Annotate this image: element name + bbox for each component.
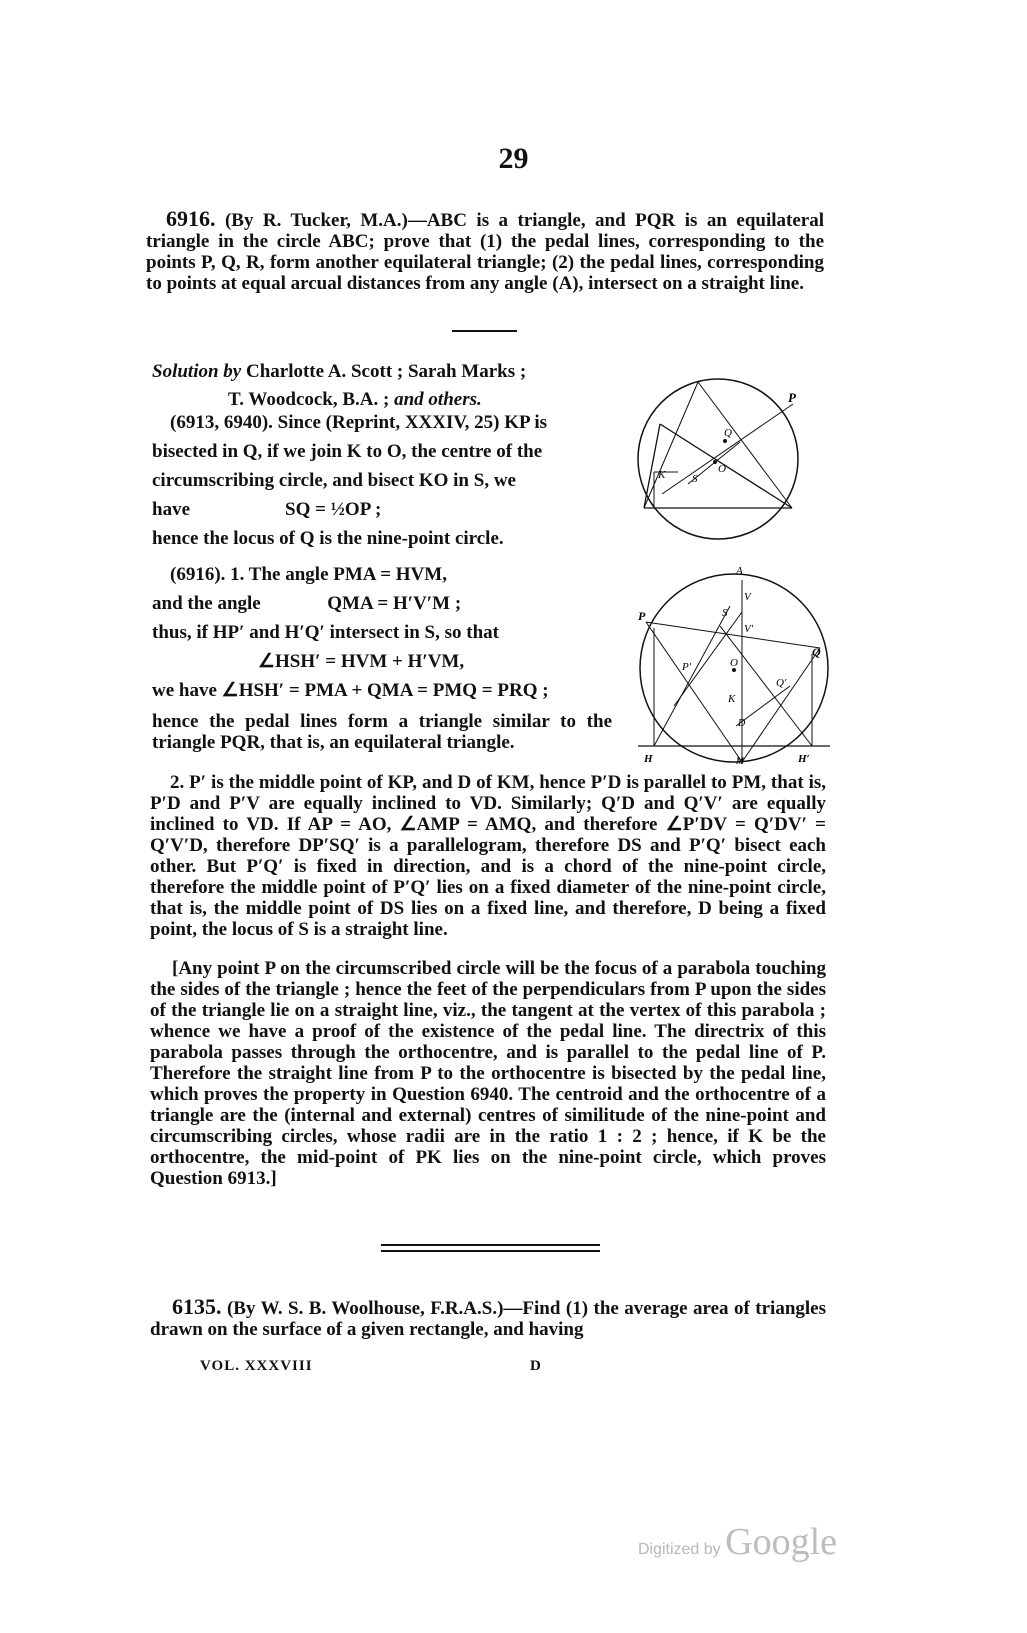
text-line: hence the locus of Q is the nine-point circle.	[152, 528, 504, 549]
figure2-label-q: Q	[812, 645, 821, 659]
question-text: (By W. S. B. Woolhouse, F.R.A.S.)—Find (1) the average area of triangles drawn on the surface of a given rectangle, and having	[150, 1298, 826, 1340]
solution-heading	[152, 358, 642, 414]
question-6135	[150, 1296, 826, 1340]
question-number: 6135.	[172, 1294, 222, 1319]
solution-names-2: T. Woodcock, B.A. ;	[228, 389, 390, 410]
part-2: 2. P′ is the middle point of KP, and D of KM, hence P′D is parallel to PM, that is, P′D and P′V are equally inclined to VD. Similarly; Q′D and Q′V′ are equally inclined to VD. If AP = AO, ∠AMP = AMQ, and therefore ∠P′DV = Q′DV′ = Q′V′D, therefore DP′SQ′ is a parallelogram, therefore DS and P′Q′ bisect each other. But P′Q′ is fixed in direction, and is a chord of the nine-point circle, therefore the middle point of P′Q′ lies on a fixed diameter of the nine-point circle, that is, the middle point of DS lies on a fixed line, and therefore, D being a fixed point, the locus of S is a straight line.	[150, 772, 826, 940]
figure-pedal-lines	[630, 566, 830, 766]
figure2-label-k: K	[728, 693, 736, 705]
figure1-label-q: Q	[724, 427, 732, 439]
volume-footer: VOL. XXXVIII	[200, 1358, 313, 1374]
question-number: 6916.	[166, 206, 216, 231]
figure1-label-o: O	[718, 463, 726, 475]
solution-names-1: Charlotte A. Scott ; Sarah Marks ;	[245, 361, 527, 382]
text-line: (6913, 6940). Since (Reprint, XXXIV, 25) KP is	[170, 412, 548, 433]
figure2-label-a: A	[736, 566, 743, 577]
part-6913	[152, 408, 630, 553]
text-line: bisected in Q, if we join K to O, the centre of the	[152, 441, 543, 462]
figure2-label-q-prime: Q′	[776, 677, 787, 689]
question-6916	[146, 208, 824, 294]
text-line: we have ∠HSH′ = PMA + QMA = PMQ = PRQ ;	[152, 680, 549, 701]
page-number: 29	[498, 142, 529, 175]
figure2-label-h: H	[644, 753, 653, 765]
text-closing: hence the pedal lines form a triangle similar to the triangle PQR, that is, an equilateral triangle.	[152, 711, 612, 753]
figure2-label-v: V	[744, 591, 751, 603]
figure1-label-p: P	[788, 390, 796, 405]
figure1-label-s: S	[692, 473, 698, 485]
text-line: circumscribing circle, and bisect KO in S, we	[152, 470, 516, 491]
figure1-label-k: K	[658, 469, 666, 481]
figure2-label-h-prime: H′	[798, 753, 810, 765]
text-line: and the angle QMA = H′V′M ;	[152, 593, 462, 614]
figure2-label-p-prime: P′	[682, 661, 692, 673]
digitized-watermark	[638, 1520, 837, 1564]
figure2-label-s: S	[722, 607, 728, 619]
double-rule-bottom	[381, 1250, 600, 1252]
bracket-note: [Any point P on the circumscribed circle will be the focus of a parabola touching the sides of the triangle ; hence the feet of the perpendiculars from P upon the sides of the triangle lie on a straight line, viz., the tangent at the vertex of this parabola ; whence we have a proof of the existence of the pedal line. The directrix of this parabola passes through the orthocentre, and is parallel to the pedal line of P. Therefore the straight line from P to the orthocentre is bisected by the pedal line, which proves the property in Question 6940. The centroid and the orthocentre of a triangle are the (internal and external) centres of similitude of the nine-point and circumscribing circles, whose radii are in the ratio 1 : 2 ; hence, if K be the orthocentre, the mid-point of PK lies on the nine-point circle, which proves Question 6913.]	[150, 958, 826, 1189]
figure-circumcircle	[628, 374, 818, 544]
double-rule-top	[381, 1244, 600, 1246]
part-6916	[152, 560, 612, 753]
signature-mark: D	[530, 1358, 541, 1374]
text-line: ∠HSH′ = HVM + H′VM,	[258, 651, 465, 672]
figure2-label-m: M	[736, 756, 745, 766]
text-line: have SQ = ½OP ;	[152, 499, 382, 520]
figure2-label-p: P	[638, 609, 646, 623]
figure2-label-o: O	[730, 657, 738, 669]
figure2-label-v-prime: V′	[744, 623, 754, 635]
solution-suffix: and others.	[394, 389, 482, 410]
text-line: (6916). 1. The angle PMA = HVM,	[170, 564, 447, 585]
watermark-prefix: Digitized by	[637, 1541, 721, 1558]
solution-prefix: Solution by	[152, 361, 242, 382]
watermark-brand: Google	[725, 1521, 837, 1563]
question-text: (By R. Tucker, M.A.)—ABC is a triangle, and PQR is an equilateral triangle in the circle ABC; prove that (1) the pedal lines, corresponding to the points P, Q, R, form another equilateral triangle; (2) the pedal lines, corresponding to points at equal arcual distances from any angle (A), intersect on a straight line.	[146, 210, 824, 294]
text-line: thus, if HP′ and H′Q′ intersect in S, so that	[152, 622, 499, 643]
short-rule	[452, 330, 517, 332]
figure2-label-d: D	[738, 718, 746, 729]
